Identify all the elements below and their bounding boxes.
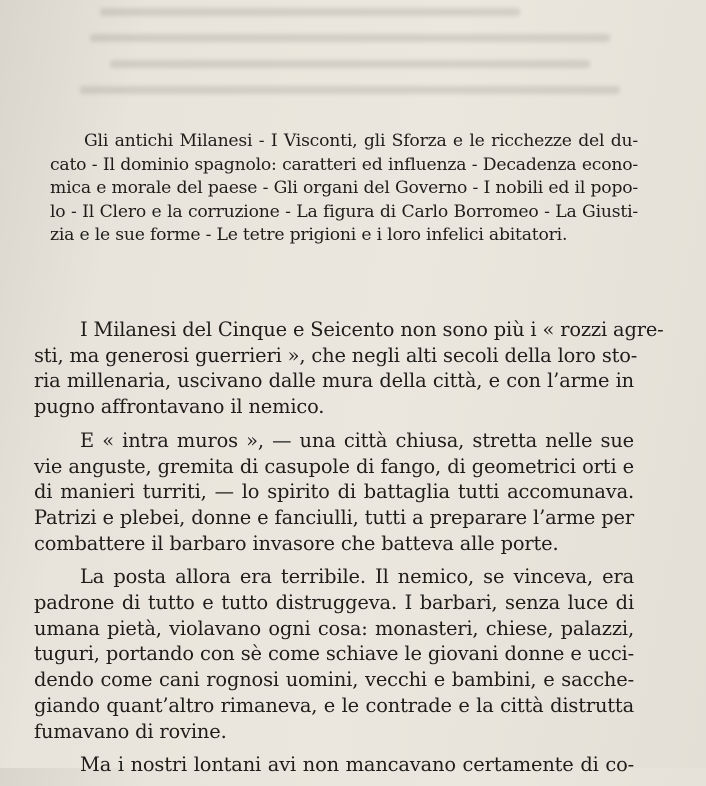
text-line: di manieri turriti, — lo spirito di battaglia tutti accomunava. (34, 480, 634, 504)
text-line: vie anguste, gremita di casupole di fango, di geometrici orti e (34, 454, 634, 478)
summary-line: Gli antichi Milanesi - I Visconti, gli Sforza e le ricchezze del du- (84, 131, 638, 151)
text-line: Patrizi e plebei, donne e fanciulli, tutti a preparare l’arme per (34, 505, 634, 529)
paragraph (34, 317, 664, 420)
paragraph (34, 752, 634, 778)
text-line: pugno affrontavano il nemico. (34, 395, 325, 419)
text-line: E « intra muros », — una città chiusa, stretta nelle sue (80, 428, 634, 452)
text-line: sti, ma generosi guerrieri », che negli alti secoli della loro sto- (34, 343, 638, 367)
text-line: umana pietà, violavano ogni cosa: monasteri, chiese, palazzi, (34, 616, 634, 640)
text-line: fumavano di rovine. (34, 719, 227, 743)
bleed-through-text (60, 0, 660, 120)
text-line: Ma i nostri lontani avi non mancavano certamente di co- (80, 753, 634, 777)
summary-line: lo - Il Clero e la corruzione - La figura di Carlo Borromeo - La Giusti- (50, 201, 638, 222)
text-line: I Milanesi del Cinque e Seicento non sono più i « rozzi agre- (80, 318, 664, 341)
text-line: ria millenaria, uscivano dalle mura della città, e con l’arme in (34, 369, 634, 393)
body-text (34, 317, 664, 786)
summary-line: cato - Il dominio spagnolo: caratteri ed influenza - Decadenza econo- (50, 154, 638, 175)
paragraph (34, 564, 634, 744)
paragraph (34, 428, 634, 557)
text-line: dendo come cani rognosi uomini, vecchi e bambini, e sacche- (34, 668, 634, 692)
text-line: padrone di tutto e tutto distruggeva. I barbari, senza luce di (34, 591, 634, 615)
summary-line: mica e morale del paese - Gli organi del Governo - I nobili ed il popo- (50, 178, 638, 198)
summary-line: zia e le sue forme - Le tetre prigioni e i loro infelici abitatori. (50, 225, 568, 245)
text-line: giando quant’altro rimaneva, e le contrade e la città distrutta (34, 693, 634, 717)
chapter-summary (50, 130, 638, 248)
text-line: La posta allora era terribile. Il nemico, se vinceva, era (80, 565, 634, 589)
text-line: tuguri, portando con sè come schiave le giovani donne e ucci- (34, 642, 634, 666)
text-line: combattere il barbaro invasore che batteva alle porte. (34, 531, 559, 555)
